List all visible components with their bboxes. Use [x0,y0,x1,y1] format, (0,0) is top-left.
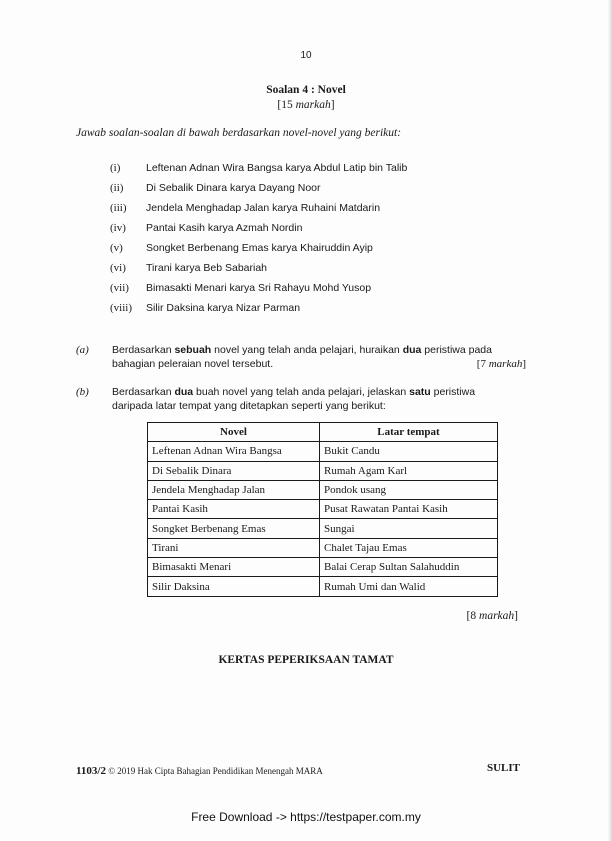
table-cell: Rumah Umi dan Walid [320,577,498,596]
column-header-setting: Latar tempat [320,423,498,442]
table-header-row [148,423,498,442]
list-item: (ii) Di Sebalik Dinara karya Dayang Noor [110,182,321,194]
table-cell: Pondok usang [320,480,498,499]
table-cell: Bukit Candu [320,442,498,461]
table-cell: Balai Cerap Sultan Salahuddin [320,558,498,577]
page-number: 10 [300,50,312,61]
instruction-text: Jawab soalan-soalan di bawah berdasarkan novel-novel yang berikut: [76,127,402,139]
table-row [148,480,498,499]
table-cell: Silir Daksina [148,577,320,596]
list-item: (v) Songket Berbenang Emas karya Khairuddin Ayip [110,242,373,254]
table-row [148,442,498,461]
list-item: (iii) Jendela Menghadap Jalan karya Ruhaini Matdarin [110,202,381,214]
list-item: (i) Leftenan Adnan Wira Bangsa karya Abdul Latip bin Talib [110,162,408,174]
question-a-marks: [7 markah] [476,357,526,370]
table-row [148,461,498,480]
end-of-paper: KERTAS PEPERIKSAAN TAMAT [218,654,394,666]
download-link[interactable]: Free Download -> https://testpaper.com.my [191,810,421,824]
table-cell: Leftenan Adnan Wira Bangsa [148,442,320,461]
question-b-label: (b) [76,386,89,398]
table-cell: Pantai Kasih [148,500,320,519]
table-cell: Bimasakti Menari [148,558,320,577]
novel-list [110,162,407,322]
question-a [76,344,526,371]
table-cell: Rumah Agam Karl [320,461,498,480]
table-cell: Di Sebalik Dinara [148,461,320,480]
table-cell: Chalet Tajau Emas [320,538,498,557]
table-cell: Sungai [320,519,498,538]
table-cell: Tirani [148,538,320,557]
table-row [148,558,498,577]
table-row [148,538,498,557]
setting-table [147,422,498,597]
page-edge [608,0,612,841]
question-b-line1: Berdasarkan dua buah novel yang telah anda pelajari, jelaskan satu peristiwa [112,386,476,398]
list-item: (vii) Bimasakti Menari karya Sri Rahayu Mohd Yusop [110,282,372,294]
section-marks: [15 markah] [277,99,335,111]
question-a-line1: Berdasarkan sebuah novel yang telah anda pelajari, huraikan dua peristiwa pada [112,344,492,356]
question-a-line2: bahagian peleraian novel tersebut. [112,357,274,370]
column-header-novel: Novel [148,423,320,442]
list-item: (viii) Silir Daksina karya Nizar Parman [110,302,301,314]
footer-classification: SULIT [486,762,520,774]
table-row [148,500,498,519]
table-row [148,519,498,538]
question-b [76,386,526,413]
question-b-marks: [8 markah] [466,610,518,622]
table-cell: Songket Berbenang Emas [148,519,320,538]
table-cell: Jendela Menghadap Jalan [148,480,320,499]
footer-copyright: 1103/2 © 2019 Hak Cipta Bahagian Pendidikan Menengah MARA [76,765,323,777]
table-cell: Pusat Rawatan Pantai Kasih [320,500,498,519]
question-a-label: (a) [76,344,89,356]
question-b-line2: daripada latar tempat yang ditetapkan seperti yang berikut: [112,399,386,412]
list-item: (iv) Pantai Kasih karya Azmah Nordin [110,222,303,234]
table-row [148,577,498,596]
list-item: (vi) Tirani karya Beb Sabariah [110,262,268,274]
section-title: Soalan 4 : Novel [266,84,346,96]
